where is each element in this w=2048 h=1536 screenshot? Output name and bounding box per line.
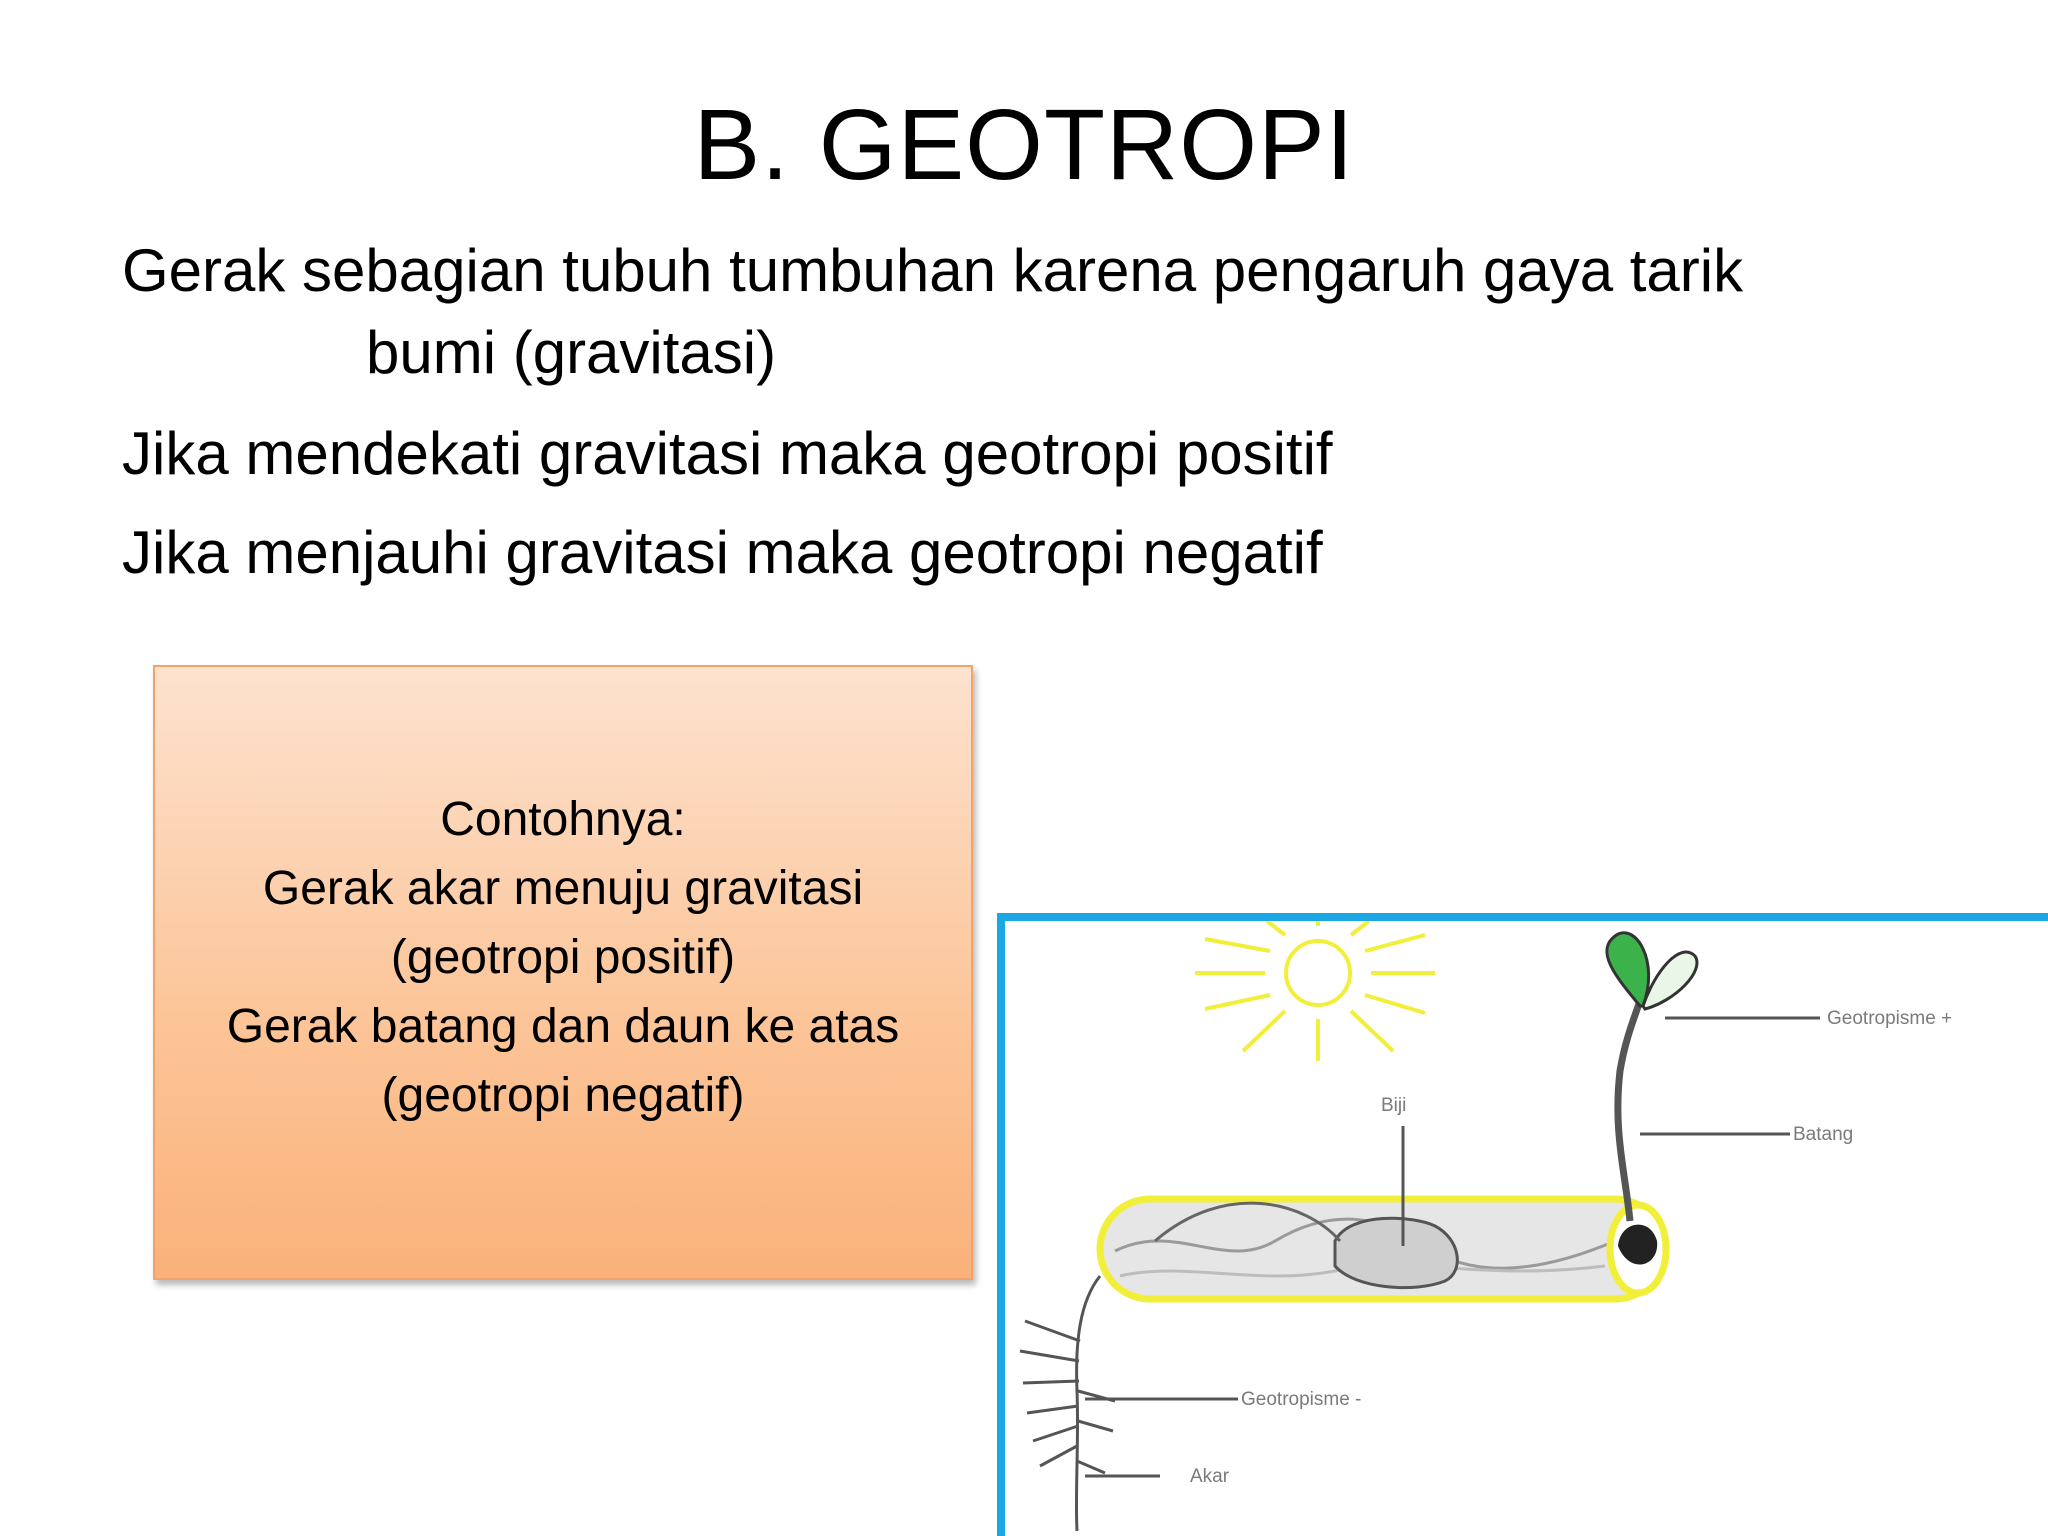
example-heading: Contohnya:	[440, 793, 686, 846]
slide-title: B. GEOTROPI	[693, 89, 1355, 201]
geotropism-figure	[997, 913, 2048, 1536]
geotropism-illustration	[1005, 921, 2048, 1536]
sun-icon	[1195, 921, 1435, 1061]
leaf-icon	[1607, 933, 1649, 1006]
example-stem-line: Gerak batang dan daun ke atas	[226, 1000, 900, 1053]
label-akar: Akar	[1190, 1466, 1230, 1487]
example-root-type: (geotropi positif)	[390, 931, 736, 984]
bullet-definition: Gerak sebagian tubuh tumbuhan karena pengaruh gaya tarik	[122, 237, 1744, 304]
label-geotropisme-negative: Geotropisme -	[1241, 1389, 1362, 1410]
example-root-line: Gerak akar menuju gravitasi	[262, 862, 864, 915]
bullet-positive: Jika mendekati gravitasi maka geotropi positif	[122, 420, 1333, 487]
example-box	[153, 665, 973, 1280]
example-text	[227, 785, 900, 1130]
label-biji: Biji	[1381, 1095, 1407, 1116]
label-batang: Batang	[1793, 1124, 1854, 1145]
bullet-negative: Jika menjauhi gravitasi maka geotropi negatif	[122, 519, 1323, 586]
bullet-definition-continued: bumi (gravitasi)	[366, 319, 777, 386]
root-system	[1020, 1276, 1115, 1531]
stem-icon	[1618, 1001, 1640, 1221]
label-geotropisme-positive: Geotropisme +	[1827, 1008, 1953, 1029]
seed-icon	[1335, 1218, 1457, 1287]
example-stem-type: (geotropi negatif)	[381, 1069, 745, 1122]
